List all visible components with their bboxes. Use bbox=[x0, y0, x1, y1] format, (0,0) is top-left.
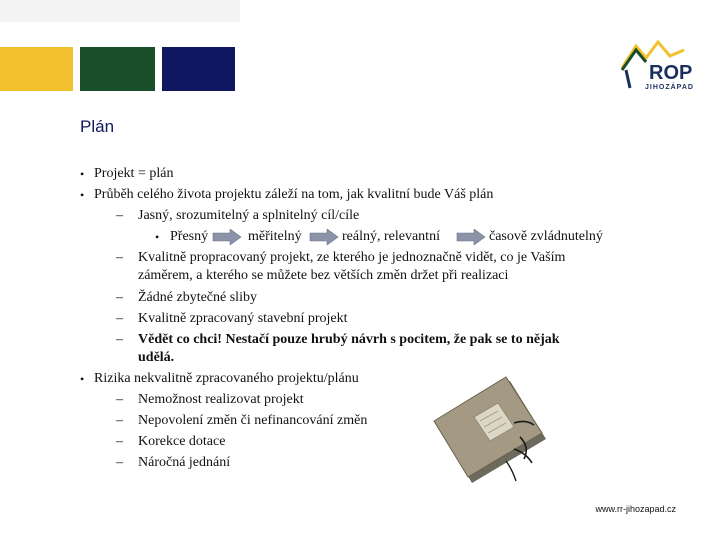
sub2-item-4: Náročná jednání bbox=[138, 455, 231, 470]
sub2-item-3: Korekce dotace bbox=[138, 434, 226, 449]
sub2-item-2: Nepovolení změn či nefinancování změn bbox=[138, 413, 368, 428]
chain-item-1: Přesný bbox=[170, 229, 209, 244]
dash-marker: – bbox=[116, 413, 123, 428]
dash-marker: – bbox=[116, 311, 123, 326]
bullet-2: Průběh celého života projektu záleží na tom, jak kvalitní bude Váš plán bbox=[94, 187, 494, 202]
bullet-marker: • bbox=[80, 167, 85, 181]
yellow-block bbox=[0, 47, 73, 91]
bullet-marker: • bbox=[80, 188, 85, 202]
sub1-item-2-line-1: Kvalitně propracovaný projekt, ze kterého je jednoznačně vidět, co je Vaším bbox=[138, 250, 566, 265]
dash-marker: – bbox=[116, 208, 123, 223]
dash-marker: – bbox=[116, 455, 123, 470]
footer-url: www.rr-jihozapad.cz bbox=[595, 504, 676, 514]
arrow-right-icon bbox=[456, 229, 486, 245]
chain-item-3: reálný, relevantní bbox=[342, 229, 440, 244]
sub2-item-1: Nemožnost realizovat projekt bbox=[138, 392, 304, 407]
sub1-item-2-line-2: záměrem, a kterého se můžete bez větších změn držet při realizaci bbox=[138, 268, 509, 283]
document-folder-image bbox=[428, 375, 548, 485]
logo-text: ROP bbox=[649, 62, 693, 84]
navy-block bbox=[162, 47, 235, 91]
dash-marker: – bbox=[116, 332, 123, 347]
arrow-right-icon bbox=[309, 229, 339, 245]
dash-marker: – bbox=[116, 290, 123, 305]
sub1-item-3: Žádné zbytečné sliby bbox=[138, 290, 257, 305]
dash-marker: – bbox=[116, 392, 123, 407]
slide-title: Plán bbox=[80, 117, 115, 136]
sub1-item-4: Kvalitně zpracovaný stavební projekt bbox=[138, 311, 348, 326]
chain-item-2: měřitelný bbox=[248, 229, 302, 244]
logo-subtext: JIHOZÁPAD bbox=[645, 84, 694, 91]
bullet-marker: • bbox=[80, 372, 85, 386]
arrow-right-icon bbox=[212, 229, 242, 245]
bullet-1: Projekt = plán bbox=[94, 166, 174, 181]
sub1-item-5-line-2: udělá. bbox=[138, 350, 175, 365]
dash-marker: – bbox=[116, 434, 123, 449]
sub1-item-1: Jasný, srozumitelný a splnitelný cíl/cíle bbox=[138, 208, 360, 223]
header-band bbox=[0, 0, 240, 22]
green-block bbox=[80, 47, 155, 91]
sub1-item-5-line-1: Vědět co chci! Nestačí pouze hrubý návrh s pocitem, že pak se to nějak bbox=[138, 332, 560, 347]
dash-marker: – bbox=[116, 250, 123, 265]
bullet-3: Rizika nekvalitně zpracovaného projektu/plánu bbox=[94, 371, 359, 386]
chain-item-4: časově zvládnutelný bbox=[489, 229, 603, 244]
bullet-marker: • bbox=[155, 230, 160, 244]
